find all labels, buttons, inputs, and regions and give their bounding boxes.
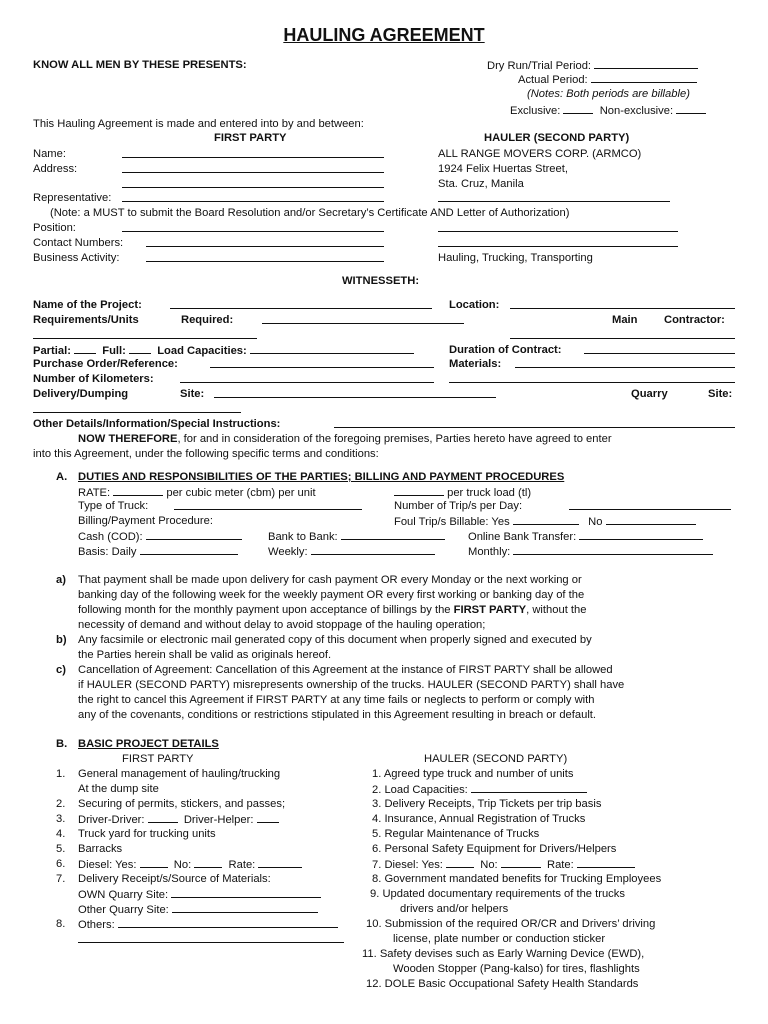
section-b-hauler: HAULER (SECOND PARTY)	[424, 753, 568, 765]
left-item-5-num: 5.	[56, 843, 66, 855]
trips-line[interactable]	[569, 499, 731, 510]
po-label: Purchase Order/Reference:	[33, 358, 178, 370]
left-item-8-num: 8.	[56, 918, 66, 930]
section-b-letter: B.	[56, 738, 68, 750]
left-item-6	[78, 857, 302, 872]
right-diesel-no-label: No:	[480, 859, 498, 871]
materials-line[interactable]	[515, 357, 735, 368]
right-diesel-rate-label: Rate:	[546, 859, 574, 871]
hauler-name: ALL RANGE MOVERS CORP. (ARMCO)	[438, 148, 642, 160]
own-quarry-line[interactable]	[171, 887, 321, 898]
representative-line[interactable]	[122, 191, 384, 202]
representative-label: Representative:	[33, 192, 112, 204]
now-therefore-bold: NOW THEREFORE	[78, 433, 178, 445]
right-diesel-yes-label: 7. Diesel: Yes:	[372, 859, 443, 871]
basis-label: Basis: Daily	[78, 546, 137, 558]
right-diesel-no-line[interactable]	[501, 857, 541, 868]
contractor-label: Contractor:	[664, 314, 725, 326]
hauler-heading: HAULER (SECOND PARTY)	[484, 132, 630, 144]
weekly-line[interactable]	[311, 544, 435, 555]
diesel-yes-label: Diesel: Yes:	[78, 859, 137, 871]
now-therefore-text: , for and in consideration of the foregoing premises, Parties hereto have agreed to enter	[177, 433, 612, 445]
right-diesel-rate-line[interactable]	[577, 857, 635, 868]
others-line[interactable]	[118, 917, 338, 928]
project-name-line[interactable]	[170, 298, 432, 309]
partial-line[interactable]	[74, 343, 96, 354]
name-label: Name:	[33, 148, 66, 160]
witnesseth-heading: WITNESSETH:	[342, 275, 420, 287]
hauler-position-line[interactable]	[438, 221, 678, 232]
section-b-heading: BASIC PROJECT DETAILS	[78, 738, 219, 750]
kilometers-line[interactable]	[180, 372, 434, 383]
right-item-2	[372, 782, 587, 797]
other-quarry-field	[78, 902, 318, 917]
monthly-field	[468, 544, 713, 559]
right-item-12: 12. DOLE Basic Occupational Safety Health Standards	[366, 978, 639, 990]
clause-a-label: a)	[56, 574, 66, 586]
clause-a-line-2: banking day of the following week for the weekly payment OR every first working or banking day of the	[78, 589, 585, 601]
location-line[interactable]	[510, 298, 735, 309]
delivery-site-line[interactable]	[214, 387, 496, 398]
kilometers-label: Number of Kilometers:	[33, 373, 154, 385]
bank-line[interactable]	[341, 529, 445, 540]
monthly-line[interactable]	[513, 544, 713, 555]
delivery-label: Delivery/Dumping	[33, 388, 129, 400]
partial-label: Partial:	[33, 345, 71, 357]
non-exclusive-line[interactable]	[676, 103, 706, 114]
online-label: Online Bank Transfer:	[468, 531, 577, 543]
other-details-label: Other Details/Information/Special Instructions:	[33, 418, 281, 430]
non-exclusive-label: Non-exclusive:	[599, 105, 674, 117]
per-cbm-label: per cubic meter (cbm) per unit	[166, 487, 316, 499]
others-line-2[interactable]	[78, 932, 344, 943]
first-party-heading: FIRST PARTY	[214, 132, 287, 144]
diesel-no-line[interactable]	[194, 857, 222, 868]
requirements-label: Requirements/Units	[33, 314, 139, 326]
required-label: Required:	[181, 314, 234, 326]
hauler-address-1: 1924 Felix Huertas Street,	[438, 163, 568, 175]
own-quarry-label: OWN Quarry Site:	[78, 889, 169, 901]
clause-a-line-3	[78, 603, 586, 617]
hauler-representative-line[interactable]	[438, 191, 670, 202]
materials-label: Materials:	[449, 358, 502, 370]
own-quarry-field	[78, 887, 321, 902]
right-item-10: 10. Submission of the required OR/CR and Drivers’ driving	[366, 918, 656, 930]
delivery-line-2[interactable]	[33, 402, 241, 413]
right-item-11: 11. Safety devises such as Early Warning Device (EWD),	[362, 948, 645, 960]
monthly-label: Monthly:	[468, 546, 511, 558]
full-label: Full:	[102, 345, 126, 357]
clause-c-line-4: any of the covenants, conditions or restrictions stipulated in this Agreement resulting in breach or default.	[78, 709, 597, 721]
kilometers-line-right[interactable]	[449, 372, 735, 383]
rate-label: RATE:	[78, 487, 111, 499]
left-item-4: Truck yard for trucking units	[78, 828, 216, 840]
other-quarry-line[interactable]	[172, 902, 318, 913]
actual-period-label: Actual Period:	[518, 74, 588, 86]
foul-field	[394, 514, 696, 529]
diesel-rate-label: Rate:	[228, 859, 256, 871]
bank-label: Bank to Bank:	[268, 531, 338, 543]
section-b-first-party: FIRST PARTY	[122, 753, 194, 765]
hauler-contact-line[interactable]	[438, 236, 678, 247]
required-line[interactable]	[262, 313, 464, 324]
right-item-9: 9. Updated documentary requirements of the trucks	[370, 888, 625, 900]
requirements-line-2[interactable]	[33, 328, 257, 339]
billable-note: (Notes: Both periods are billable)	[527, 88, 690, 100]
type-truck-label: Type of Truck:	[78, 500, 149, 512]
now-therefore-line-2: into this Agreement, under the following specific terms and conditions:	[33, 448, 379, 460]
right-item-8: 8. Government mandated benefits for Trucking Employees	[372, 873, 662, 885]
cash-label: Cash (COD):	[78, 531, 143, 543]
name-line[interactable]	[122, 147, 384, 158]
rate-truck-line[interactable]	[394, 485, 444, 496]
weekly-label: Weekly:	[268, 546, 308, 558]
exclusive-field	[510, 103, 706, 118]
online-field	[468, 529, 703, 544]
quarry-label: Quarry	[631, 388, 668, 400]
left-item-3-num: 3.	[56, 813, 66, 825]
rate-field	[78, 485, 316, 500]
address-line-2[interactable]	[122, 177, 384, 188]
dry-run-label: Dry Run/Trial Period:	[487, 60, 592, 72]
right-item-7	[372, 857, 635, 872]
other-details-line[interactable]	[334, 417, 735, 428]
per-truck-field	[394, 485, 531, 500]
cash-line[interactable]	[146, 529, 242, 540]
left-item-3	[78, 812, 279, 827]
others-label: Others:	[78, 919, 115, 931]
intro-text: This Hauling Agreement is made and entered into by and between:	[33, 118, 364, 130]
now-therefore-line-1	[78, 432, 612, 446]
know-all-men: KNOW ALL MEN BY THESE PRESENTS:	[33, 59, 247, 71]
right-item-6: 6. Personal Safety Equipment for Drivers/Helpers	[372, 843, 617, 855]
partial-field	[33, 343, 414, 358]
driver-driver-line[interactable]	[148, 812, 178, 823]
trips-label: Number of Trip/s per Day:	[394, 500, 523, 512]
left-item-1: General management of hauling/trucking	[78, 768, 281, 780]
duration-label: Duration of Contract:	[449, 344, 562, 356]
right-item-5: 5. Regular Maintenance of Trucks	[372, 828, 540, 840]
rate-cbm-line[interactable]	[113, 485, 163, 496]
right-item-1: 1. Agreed type truck and number of units	[372, 768, 574, 780]
driver-helper-label: Driver-Helper:	[183, 814, 254, 826]
other-quarry-label: Other Quarry Site:	[78, 904, 169, 916]
right-item-3: 3. Delivery Receipts, Trip Tickets per trip basis	[372, 798, 602, 810]
right-item-4: 4. Insurance, Annual Registration of Trucks	[372, 813, 586, 825]
basis-field	[78, 544, 238, 559]
exclusive-line[interactable]	[563, 103, 593, 114]
left-item-1-num: 1.	[56, 768, 66, 780]
full-line[interactable]	[129, 343, 151, 354]
delivery-site-label: Site:	[180, 388, 205, 400]
position-label: Position:	[33, 222, 76, 234]
diesel-yes-line[interactable]	[140, 857, 168, 868]
document-title: HAULING AGREEMENT	[283, 25, 485, 45]
left-item-1b: At the dump site	[78, 783, 159, 795]
left-item-4-num: 4.	[56, 828, 66, 840]
left-item-2-num: 2.	[56, 798, 66, 810]
section-a-letter: A.	[56, 471, 68, 483]
left-item-8	[78, 917, 338, 932]
project-name-label: Name of the Project:	[33, 299, 142, 311]
left-item-7: Delivery Receipt/s/Source of Materials:	[78, 873, 271, 885]
load-capacities-line[interactable]	[250, 343, 414, 354]
contractor-line[interactable]	[510, 328, 735, 339]
clause-a-first-party: FIRST PARTY	[453, 604, 527, 616]
load-capacities-label: Load Capacities:	[157, 345, 247, 357]
weekly-field	[268, 544, 435, 559]
po-line[interactable]	[210, 357, 434, 368]
address-label: Address:	[33, 163, 78, 175]
right-load-label: 2. Load Capacities:	[372, 784, 468, 796]
dry-run-line[interactable]	[594, 58, 698, 69]
right-item-11b: Wooden Stopper (Pang-kalso) for tires, flashlights	[393, 963, 640, 975]
diesel-no-label: No:	[173, 859, 192, 871]
location-label: Location:	[449, 299, 500, 311]
diesel-rate-line[interactable]	[258, 857, 302, 868]
bank-field	[268, 529, 445, 544]
per-truck-label: per truck load (tl)	[447, 487, 532, 499]
clause-c-line-3: the right to cancel this Agreement if FIRST PARTY at any time fails or neglects to perform or comply with	[78, 694, 595, 706]
right-item-10b: license, plate number or conduction sticker	[393, 933, 606, 945]
foul-no-line[interactable]	[606, 514, 696, 525]
driver-helper-line[interactable]	[257, 812, 279, 823]
online-line[interactable]	[579, 529, 703, 540]
daily-line[interactable]	[140, 544, 238, 555]
left-item-7-num: 7.	[56, 873, 66, 885]
business-line[interactable]	[146, 251, 384, 262]
cash-field	[78, 529, 242, 544]
clause-b-line-2: the Parties herein shall be valid as originals hereof.	[78, 649, 332, 661]
right-load-line[interactable]	[471, 782, 587, 793]
clause-b-line-1: Any facsimile or electronic mail generated copy of this document when properly signed and executed by	[78, 634, 592, 646]
position-line[interactable]	[122, 221, 384, 232]
driver-driver-label: Driver-Driver:	[78, 814, 145, 826]
contact-line[interactable]	[146, 236, 384, 247]
dry-run-field	[487, 58, 698, 73]
duration-line[interactable]	[584, 343, 735, 354]
business-label: Business Activity:	[33, 252, 120, 264]
clause-a-line-4: necessity of demand and without delay to avoid stoppage of the hauling operation;	[78, 619, 486, 631]
main-label: Main	[612, 314, 638, 326]
clause-a-line-3-post: , without the	[526, 604, 587, 616]
clause-a-line-1: That payment shall be made upon delivery for cash payment OR every Monday or the next working or	[78, 574, 582, 586]
left-item-5: Barracks	[78, 843, 123, 855]
section-a-heading: DUTIES AND RESPONSIBILITIES OF THE PARTIES; BILLING AND PAYMENT PROCEDURES	[78, 471, 565, 483]
actual-period-line[interactable]	[591, 72, 697, 83]
clause-c-label: c)	[56, 664, 66, 676]
right-diesel-yes-line[interactable]	[446, 857, 474, 868]
clause-b-label: b)	[56, 634, 67, 646]
clause-c-line-1: Cancellation of Agreement: Cancellation of this Agreement at the instance of FIRST PARTY shall be allowed	[78, 664, 613, 676]
left-item-6-num: 6.	[56, 858, 66, 870]
authorization-note: (Note: a MUST to submit the Board Resolution and/or Secretary’s Certificate AND Letter of Authorization)	[50, 207, 570, 219]
foul-no-label: No	[588, 516, 603, 528]
foul-label: Foul Trip/s Billable: Yes	[394, 516, 510, 528]
left-item-2: Securing of permits, stickers, and passes;	[78, 798, 286, 810]
actual-period-field	[518, 72, 697, 87]
hauler-business: Hauling, Trucking, Transporting	[438, 252, 593, 264]
foul-yes-line[interactable]	[513, 514, 579, 525]
exclusive-label: Exclusive:	[510, 105, 561, 117]
type-truck-line[interactable]	[174, 499, 362, 510]
hauler-address-2: Sta. Cruz, Manila	[438, 178, 524, 190]
clause-a-line-3-pre: following month for the monthly payment upon acceptance of billings by the	[78, 604, 454, 616]
right-item-9b: drivers and/or helpers	[400, 903, 509, 915]
address-line-1[interactable]	[122, 162, 384, 173]
contact-label: Contact Numbers:	[33, 237, 124, 249]
billing-label: Billing/Payment Procedure:	[78, 515, 213, 527]
clause-c-line-2: if HAULER (SECOND PARTY) misrepresents ownership of the trucks. HAULER (SECOND PARTY) shall have	[78, 679, 625, 691]
quarry-site-label: Site:	[708, 388, 733, 400]
